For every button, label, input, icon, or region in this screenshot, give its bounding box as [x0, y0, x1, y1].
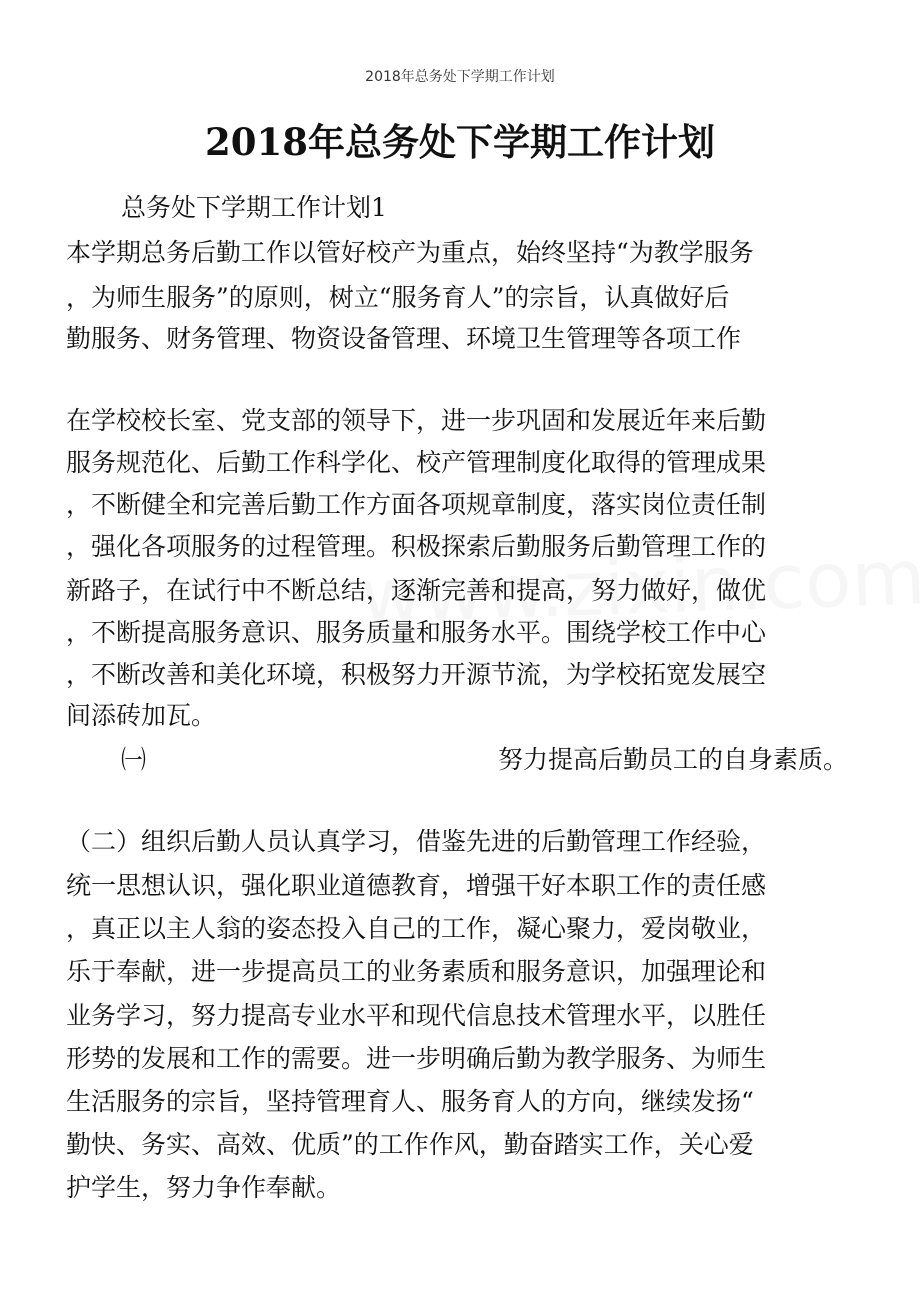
subtitle: 总务处下学期工作计划1 — [121, 193, 387, 222]
paragraph-line: 新路子，在试行中不断总结，逐渐完善和提高，努力做好，做优 — [66, 576, 767, 605]
paragraph-line: （二）组织后勤人员认真学习，借鉴先进的后勤管理工作经验， — [66, 827, 767, 856]
paragraph-line: ，为师生服务”的原则，树立“服务育人”的宗旨，认真做好后 — [66, 283, 730, 312]
section-heading: 努力提高后勤员工的自身素质。 — [497, 745, 848, 774]
paragraph-line: ，真正以主人翁的姿态投入自己的工作，凝心聚力，爱岗敬业， — [66, 914, 767, 943]
paragraph-line: 勤服务、财务管理、物资设备管理、环境卫生管理等各项工作 — [66, 324, 742, 353]
paragraph-line: 生活服务的宗旨，坚持管理育人、服务育人的方向，继续发扬“ — [66, 1087, 754, 1116]
paragraph-line: 间添砖加瓦。 — [66, 701, 217, 730]
paragraph-line: 乐于奉献，进一步提高员工的业务素质和服务意识，加强理论和 — [66, 957, 767, 986]
paragraph-line: ，不断提高服务意识、服务质量和服务水平。围绕学校工作中心 — [66, 618, 767, 647]
paragraph-line: 在学校校长室、党支部的领导下，进一步巩固和发展近年来后勤 — [66, 406, 767, 435]
paragraph-line: 统一思想认识，强化职业道德教育，增强干好本职工作的责任感 — [66, 871, 767, 900]
section-marker: ㈠ — [121, 745, 147, 774]
paragraph-line: 本学期总务后勤工作以管好校产为重点，始终坚持“为教学服务 — [66, 238, 754, 267]
paragraph-line: 服务规范化、后勤工作科学化、校产管理制度化取得的管理成果 — [66, 448, 767, 477]
document-title: 2018年总务处下学期工作计划 — [205, 120, 715, 164]
paragraph-line: 业务学习，努力提高专业水平和现代信息技术管理水平，以胜任 — [66, 1001, 767, 1030]
paragraph-line: 勤快、务实、高效、优质”的工作作风，勤奋踏实工作，关心爱 — [66, 1130, 754, 1159]
paragraph-line: 护学生，努力争作奉献。 — [66, 1173, 342, 1202]
paragraph-line: 形势的发展和工作的需要。进一步明确后勤为教学服务、为师生 — [66, 1044, 767, 1073]
paragraph-line: ，强化各项服务的过程管理。积极探索后勤服务后勤管理工作的 — [66, 532, 767, 561]
paragraph-line: ，不断改善和美化环境，积极努力开源节流，为学校拓宽发展空 — [66, 660, 767, 689]
running-header: 2018年总务处下学期工作计划 — [365, 69, 555, 85]
paragraph-line: ，不断健全和完善后勤工作方面各项规章制度，落实岗位责任制 — [66, 490, 767, 519]
